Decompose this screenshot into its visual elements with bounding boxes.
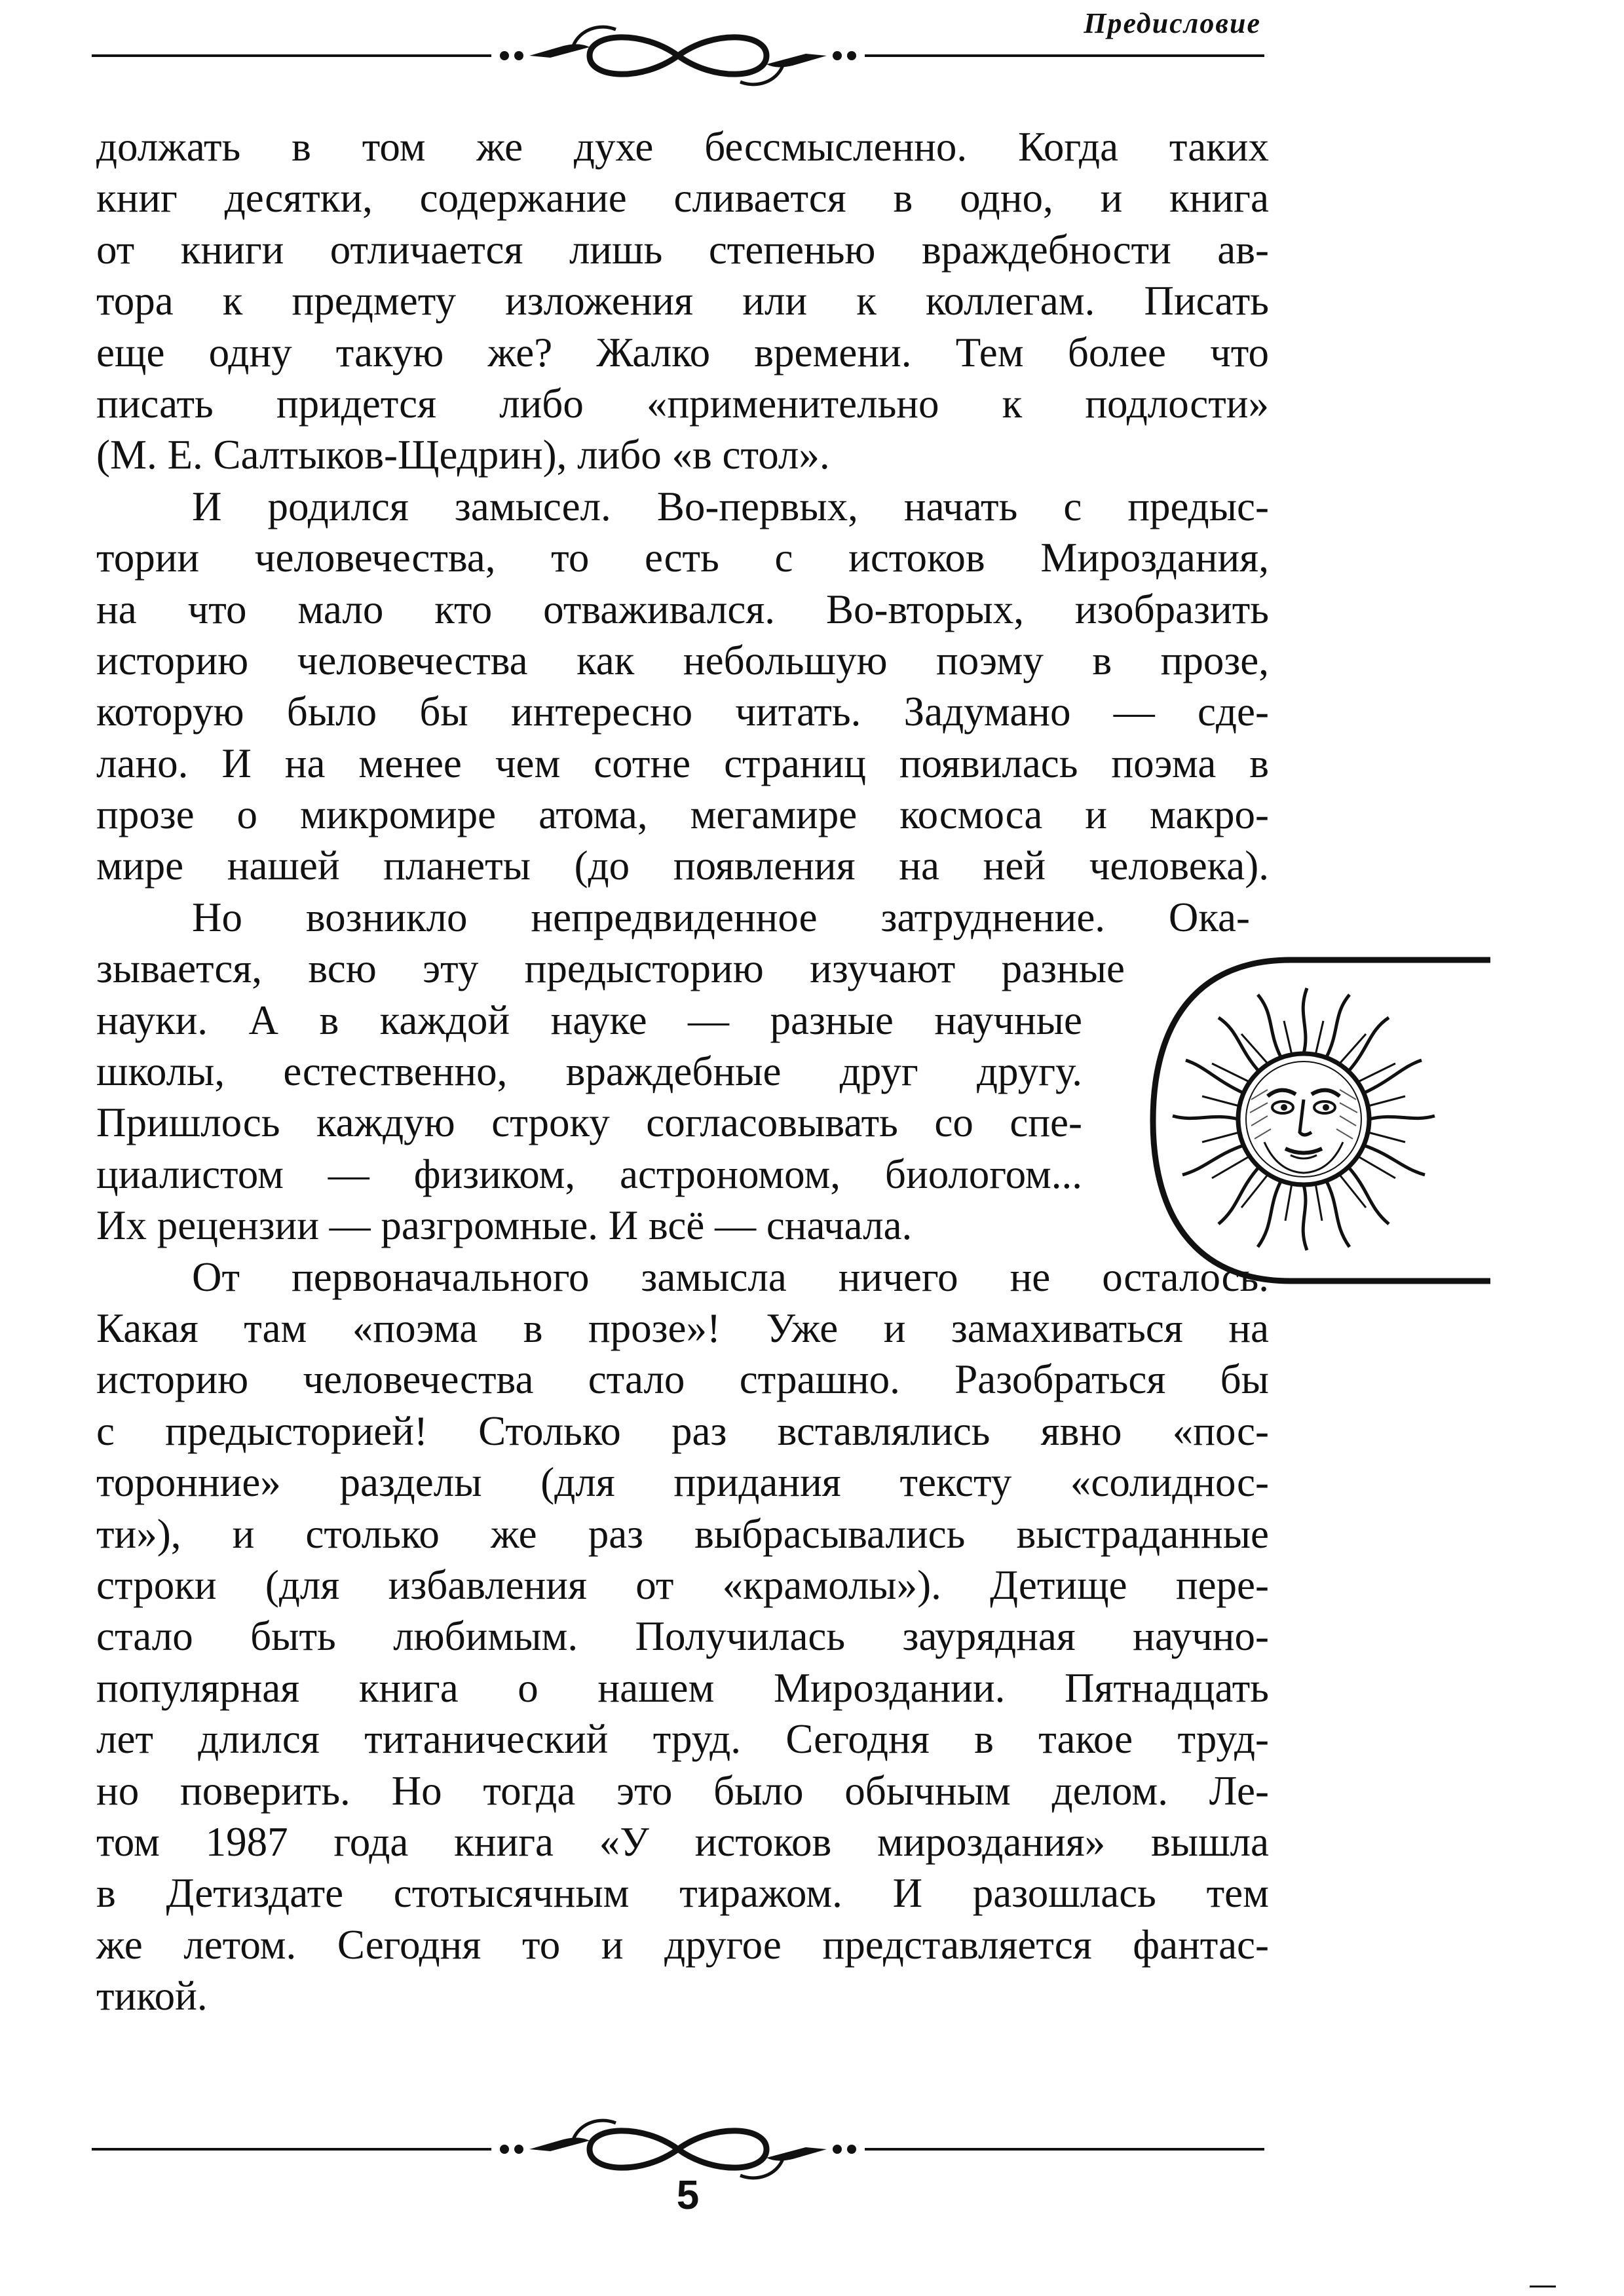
text-line: Их рецензии — разгромные. И всё — сначала. bbox=[96, 1202, 913, 1249]
text-line: в Детиздате стотысячным тиражом. И разошлась тем bbox=[96, 1870, 1269, 1917]
text-line: циалистом — физиком, астрономом, биологом... bbox=[96, 1151, 1082, 1197]
text-line: книг десятки, содержание сливается в одно, и книга bbox=[96, 175, 1269, 221]
text-line: еще одну такую же? Жалко времени. Тем более что bbox=[96, 329, 1269, 375]
text-line: от книги отличается лишь степенью враждебности ав- bbox=[96, 226, 1269, 273]
text-line: прозе о микромире атома, мегамире космоса и макро- bbox=[96, 792, 1269, 838]
text-line: (М. Е. Салтыков-Щедрин), либо «в стол». bbox=[96, 432, 830, 478]
text-line: тора к предмету изложения или к коллегам. Писать bbox=[96, 278, 1269, 324]
text-line: лано. И на менее чем сотне страниц появилась поэма в bbox=[96, 740, 1269, 786]
text-line: Но возникло непредвиденное затруднение. Ока- bbox=[192, 894, 1250, 940]
text-line: зывается, всю эту предысторию изучают разные bbox=[96, 946, 1125, 992]
text-line: торонние» разделы (для придания тексту «солиднос- bbox=[96, 1459, 1269, 1506]
text-line: стало быть любимым. Получилась заурядная научно- bbox=[96, 1613, 1269, 1660]
text-line: том 1987 года книга «У истоков мироздания» вышла bbox=[96, 1818, 1269, 1865]
text-line: строки (для избавления от «крамолы»). Детище пере- bbox=[96, 1561, 1269, 1608]
text-line: но поверить. Но тогда это было обычным делом. Ле- bbox=[96, 1767, 1269, 1814]
margin-mark bbox=[1530, 2286, 1556, 2287]
text-line: школы, естественно, враждебные друг другу. bbox=[96, 1048, 1082, 1095]
text-line: популярная книга о нашем Мироздании. Пятнадцать bbox=[96, 1664, 1269, 1711]
text-line: Какая там «поэма в прозе»! Уже и замахиваться на bbox=[96, 1305, 1269, 1351]
text-line: на что мало кто отваживался. Во-вторых, изобразить bbox=[96, 586, 1269, 632]
text-line: От первоначального замысла ничего не осталось. bbox=[192, 1253, 1269, 1300]
page-number: 5 bbox=[676, 2173, 700, 2218]
text-line: И родился замысел. Во-первых, начать с предыс- bbox=[192, 483, 1269, 529]
text-line: писать придется либо «применительно к подлости» bbox=[96, 380, 1269, 427]
scroll-flourish-icon bbox=[92, 20, 1264, 98]
text-line: же летом. Сегодня то и другое представляется фантас- bbox=[96, 1921, 1269, 1968]
body-text bbox=[96, 121, 1269, 2021]
text-line: мире нашей планеты (до появления на ней человека). bbox=[96, 843, 1269, 889]
text-line: лет длился титанический труд. Сегодня в такое труд- bbox=[96, 1716, 1269, 1763]
ornament-divider-top bbox=[92, 20, 1264, 98]
sun-illustration bbox=[1114, 944, 1507, 1297]
text-line: должать в том же духе бессмысленно. Когда таких bbox=[96, 124, 1269, 170]
text-line: тории человечества, то есть с истоков Мироздания, bbox=[96, 535, 1269, 581]
text-line: науки. А в каждой науке — разные научные bbox=[96, 997, 1082, 1043]
running-title: Предисловие bbox=[1084, 7, 1261, 39]
text-line: с предысторией! Столько раз вставлялись явно «пос- bbox=[96, 1407, 1269, 1454]
text-line: Пришлось каждую строку согласовывать со спе- bbox=[96, 1100, 1082, 1146]
text-line: историю человечества как небольшую поэму в прозе, bbox=[96, 637, 1269, 683]
sun-face-icon bbox=[1114, 944, 1507, 1297]
text-line: историю человечества стало страшно. Разобраться бы bbox=[96, 1356, 1269, 1403]
text-line: тикой. bbox=[96, 1973, 208, 2019]
text-line: которую было бы интересно читать. Задумано — сде- bbox=[96, 689, 1269, 735]
text-line: ти»), и столько же раз выбрасывались выстраданные bbox=[96, 1510, 1269, 1557]
